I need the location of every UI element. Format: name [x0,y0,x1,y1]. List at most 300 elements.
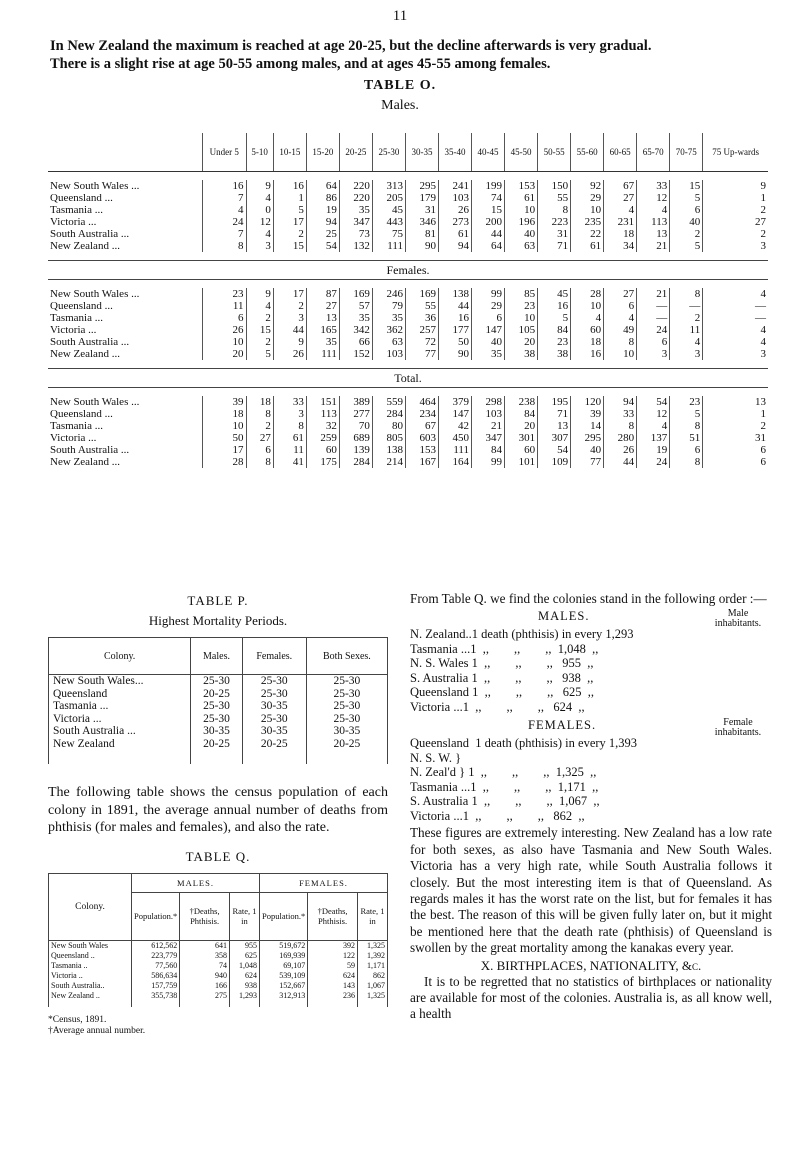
cell-value: 35 [306,336,339,348]
male-inhabitants-label: Male inhabitants. [714,608,762,630]
cell-value: 86 [306,192,339,204]
cell-value: 67 [604,180,637,192]
cell-value: 2 [246,312,273,324]
cell-value: 347 [339,216,372,228]
q-cell: 586,634 [132,971,180,981]
cell-value: 94 [438,240,471,252]
cell-value: 214 [372,456,405,468]
cell-value: 15 [246,324,273,336]
colony-name: Queensland ... [50,408,113,420]
p-header: Males. [191,638,242,675]
table-row [48,396,768,408]
cell-value: 16 [273,180,306,192]
cell-value: 6 [703,444,768,456]
table-row [48,300,768,312]
cell-value: 33 [604,408,637,420]
cell-value: 50 [203,432,247,444]
cell-value: 84 [472,444,505,456]
cell-value: 8 [670,456,703,468]
cell-value: 3 [637,348,670,360]
cell-value: 196 [505,216,538,228]
p-header: Colony. [49,638,191,675]
p-cell: 20-25 [242,738,306,765]
cell-value: 298 [472,396,505,408]
cell-value: 6 [203,312,247,324]
cell-value: 23 [670,396,703,408]
cell-value: 151 [306,396,339,408]
p-cell: Victoria ... [49,713,191,726]
cell-value: 16 [571,348,604,360]
q-rate-header: Rate, 1 in [357,892,387,940]
p-cell: 20-25 [191,688,242,701]
cell-value: 23 [505,300,538,312]
cell-value: 34 [604,240,637,252]
cell-value: 805 [372,432,405,444]
cell-value: 6 [637,336,670,348]
cell-value: 10 [203,336,247,348]
q-cell: 69,107 [259,961,307,971]
cell-value: 39 [203,396,247,408]
colony-name: Victoria ... [50,216,97,228]
cell-value: 246 [372,288,405,300]
cell-value: 17 [273,216,306,228]
q-cell: 77,560 [132,961,180,971]
cell-value: 559 [372,396,405,408]
cell-value: 6 [604,300,637,312]
cell-value: 103 [438,192,471,204]
cell-value: 4 [246,228,273,240]
cell-value: 31 [538,228,571,240]
colony-name: Queensland ... [50,300,113,312]
cell-value: 9 [703,180,768,192]
male-rank-line: Queensland 1 ,, ,, ,, 625 ,, [410,685,595,700]
p-cell: 25-30 [306,713,387,726]
q-cell: 624 [308,971,358,981]
cell-value: 23 [203,288,247,300]
cell-value: 29 [472,300,505,312]
colony-name: New Zealand ... [50,240,120,252]
order-intro: From Table Q. we find the colonies stand in the following order :— [410,591,767,606]
cell-value: 26 [203,324,247,336]
cell-value: 5 [273,204,306,216]
cell-value: 389 [339,396,372,408]
q-cell: 612,562 [132,940,180,951]
colony-name: New Zealand ... [50,456,120,468]
table-row [49,951,388,961]
q-cell: 1,048 [229,961,259,971]
cell-value: 71 [538,240,571,252]
cell-value: 44 [273,324,306,336]
cell-value: 27 [604,192,637,204]
table-row [49,688,388,701]
cell-value: 10 [571,204,604,216]
q-cell: 1,067 [357,981,387,991]
cell-value: 38 [538,348,571,360]
cell-value: 241 [438,180,471,192]
colony-name: South Australia ... [50,228,130,240]
age-column-header: 35-40 [438,133,471,172]
cell-value: 31 [405,204,438,216]
cell-value: 27 [306,300,339,312]
q-cell: 625 [229,951,259,961]
q-cell: 59 [308,961,358,971]
p-cell: 25-30 [306,688,387,701]
cell-value: 295 [405,180,438,192]
cell-value: 13 [637,228,670,240]
males-subhead: MALES. [538,609,590,624]
male-rank-line: N. Zealand..1 death (phthisis) in every 1,293 [410,627,634,642]
table-o-subtitle: Males. [381,98,419,113]
q-cell: New South Wales [49,940,132,951]
cell-value: 101 [505,456,538,468]
table-p-title: TABLE P. [187,593,249,608]
q-cell: 152,667 [259,981,307,991]
female-rank-line: S. Australia 1 ,, ,, ,, 1,067 ,, [410,794,600,809]
q-cell: 74 [180,961,230,971]
cell-value: 13 [703,396,768,408]
table-row [48,216,768,228]
cell-value: 54 [306,240,339,252]
cell-value: 295 [571,432,604,444]
cell-value: 450 [438,432,471,444]
p-header: Both Sexes. [306,638,387,675]
table-row [48,444,768,456]
colony-name: New South Wales ... [50,288,140,300]
cell-value: 111 [306,348,339,360]
cell-value: 25 [306,228,339,240]
colony-name: Victoria ... [50,324,97,336]
cell-value: 4 [246,300,273,312]
cell-value: 1 [273,192,306,204]
cell-value: 6 [246,444,273,456]
p-cell: 25-30 [242,688,306,701]
cell-value: 61 [571,240,604,252]
q-cell: 938 [229,981,259,991]
q-cell: 143 [308,981,358,991]
cell-value: 4 [670,336,703,348]
cell-value: 220 [339,180,372,192]
table-row [48,336,768,348]
cell-value: 280 [604,432,637,444]
table-row [48,408,768,420]
cell-value: 2 [246,336,273,348]
colony-name: New South Wales ... [50,180,140,192]
table-o [48,133,768,468]
cell-value: 150 [538,180,571,192]
cell-value: 342 [339,324,372,336]
cell-value: 24 [203,216,247,228]
cell-value: 6 [472,312,505,324]
q-cell: 1,392 [357,951,387,961]
cell-value: 11 [670,324,703,336]
cell-value: 32 [306,420,339,432]
p-cell: 30-35 [191,725,242,738]
table-row [49,981,388,991]
cell-value: 689 [339,432,372,444]
p-cell: Tasmania ... [49,700,191,713]
cell-value: 103 [372,348,405,360]
table-row [49,700,388,713]
cell-value: 81 [405,228,438,240]
cell-value: 2 [670,228,703,240]
females-section-label: Females. [48,261,768,280]
cell-value: 84 [538,324,571,336]
cell-value: 54 [538,444,571,456]
cell-value: 6 [670,444,703,456]
cell-value: 13 [306,312,339,324]
p-header: Females. [242,638,306,675]
cell-value: 39 [571,408,604,420]
table-row [49,991,388,1007]
p-cell: 25-30 [306,675,387,688]
cell-value: — [637,312,670,324]
cell-value: 2 [703,228,768,240]
p-cell: 25-30 [306,700,387,713]
cell-value: 301 [505,432,538,444]
cell-value: 5 [538,312,571,324]
colony-name: Tasmania ... [50,312,103,324]
q-females-header: FEMALES. [259,873,387,892]
q-cell: 157,759 [132,981,180,991]
cell-value: 223 [538,216,571,228]
cell-value: 63 [372,336,405,348]
male-rank-line: Victoria ...1 ,, ,, ,, 624 ,, [410,699,585,714]
p-cell: 20-25 [191,738,242,765]
total-section-label: Total. [48,369,768,388]
cell-value: 0 [246,204,273,216]
cell-value: 4 [203,204,247,216]
birthplace-paragraph: It is to be regretted that no statistics of birthplaces or nationality are available for most of the colonies. Australia is, as all know well, a health [410,973,772,1022]
cell-value: 8 [538,204,571,216]
cell-value: 26 [604,444,637,456]
q-cell: 862 [357,971,387,981]
p-cell: 25-30 [191,675,242,688]
cell-value: 603 [405,432,438,444]
cell-value: 24 [637,324,670,336]
cell-value: 139 [339,444,372,456]
cell-value: 5 [246,348,273,360]
p-cell: 25-30 [242,675,306,688]
cell-value: 40 [505,228,538,240]
cell-value: 220 [339,192,372,204]
cell-value: 109 [538,456,571,468]
cell-value: 111 [438,444,471,456]
cell-value: 4 [703,336,768,348]
table-o-colony-header [48,133,203,172]
cell-value: 55 [405,300,438,312]
age-column-header: 15-20 [306,133,339,172]
cell-value: 60 [306,444,339,456]
cell-value: 8 [246,408,273,420]
cell-value: 169 [339,288,372,300]
cell-value: 54 [637,396,670,408]
cell-value: 111 [372,240,405,252]
table-q-title: TABLE Q. [185,848,251,864]
cell-value: 99 [472,456,505,468]
cell-value: — [670,300,703,312]
cell-value: 45 [538,288,571,300]
cell-value: 16 [438,312,471,324]
cell-value: — [637,300,670,312]
cell-value: 35 [339,204,372,216]
cell-value: 153 [405,444,438,456]
cell-value: 74 [472,192,505,204]
q-cell: 1,293 [229,991,259,1007]
cell-value: 5 [670,240,703,252]
female-inhabitants-label: Female inhabitants. [714,717,762,739]
cell-value: 8 [670,288,703,300]
cell-value: 27 [703,216,768,228]
p-cell: South Australia ... [49,725,191,738]
cell-value: 167 [405,456,438,468]
table-row [48,456,768,468]
cell-value: 443 [372,216,405,228]
q-colony-header: Colony. [49,873,132,940]
cell-value: 14 [571,420,604,432]
q-cell: 392 [308,940,358,951]
cell-value: 15 [472,204,505,216]
q-rate-header: Rate, 1 in [229,892,259,940]
cell-value: 165 [306,324,339,336]
age-column-header: 60-65 [604,133,637,172]
table-row [49,725,388,738]
cell-value: 8 [246,456,273,468]
cell-value: 4 [703,288,768,300]
cell-value: 147 [438,408,471,420]
cell-value: 3 [703,240,768,252]
cell-value: 50 [438,336,471,348]
p-cell: 30-35 [242,725,306,738]
cell-value: 257 [405,324,438,336]
cell-value: 307 [538,432,571,444]
q-cell: South Australia.. [49,981,132,991]
cell-value: 284 [372,408,405,420]
colony-name: South Australia ... [50,336,130,348]
cell-value: 379 [438,396,471,408]
cell-value: 7 [203,228,247,240]
p-cell: New Zealand [49,738,191,765]
cell-value: 10 [505,204,538,216]
q-pop-header: Population.* [132,892,180,940]
cell-value: 80 [372,420,405,432]
cell-value: 177 [438,324,471,336]
cell-value: 36 [405,312,438,324]
cell-value: 10 [203,420,247,432]
females-section [48,261,768,280]
cell-value: 16 [538,300,571,312]
q-cell: 1,171 [357,961,387,971]
table-row [48,348,768,360]
cell-value: 10 [604,348,637,360]
cell-value: 35 [472,348,505,360]
cell-value: 103 [472,408,505,420]
cell-value: 21 [637,240,670,252]
cell-value: 8 [604,336,637,348]
colony-name: South Australia ... [50,444,130,456]
discussion-paragraph: These figures are extremely interesting. New Zealand has a low rate for both sexes, as also have Tasmania and New South Wales. Victoria has a very high rate, while South Australia follows it closely. But the most interesting item is that of Queensland. As regards males it has the worst rate on the list, but for females it has the best. The reason of this will be given fully later on, but it might be mentioned here that the death rate (phthisis) of Queensland is swollen by the great mortality among the kanakas every year. [410,825,772,956]
cell-value: 27 [604,288,637,300]
age-column-header: 20-25 [339,133,372,172]
q-cell: 539,109 [259,971,307,981]
p-cell: New South Wales... [49,675,191,688]
q-cell: 355,738 [132,991,180,1007]
cell-value: 18 [571,336,604,348]
cell-value: 4 [604,204,637,216]
cell-value: 313 [372,180,405,192]
age-column-header: 40-45 [472,133,505,172]
cell-value: 49 [604,324,637,336]
cell-value: 19 [637,444,670,456]
cell-value: 238 [505,396,538,408]
cell-value: 12 [637,408,670,420]
colony-name: New Zealand ... [50,348,120,360]
age-column-header: 45-50 [505,133,538,172]
cell-value: 44 [438,300,471,312]
cell-value: 11 [203,300,247,312]
cell-value: 138 [438,288,471,300]
cell-value: 2 [670,312,703,324]
table-o-title: TABLE O. [363,78,437,93]
p-cell: 30-35 [242,700,306,713]
census-paragraph: The following table shows the census population of each colony in 1891, the average annual number of deaths from phthisis (for males and females), and also the rate. [48,785,388,835]
cell-value: 12 [637,192,670,204]
cell-value: 12 [246,216,273,228]
cell-value: 9 [246,180,273,192]
cell-value: 277 [339,408,372,420]
total-section [48,369,768,388]
cell-value: 84 [505,408,538,420]
cell-value: 60 [505,444,538,456]
age-column-header: 65-70 [637,133,670,172]
cell-value: 77 [405,348,438,360]
cell-value: 234 [405,408,438,420]
q-deaths-header: †Deaths, Phthisis. [180,892,230,940]
cell-value: 38 [505,348,538,360]
table-q [48,873,388,1007]
cell-value: 3 [273,408,306,420]
cell-value: 71 [538,408,571,420]
cell-value: 79 [372,300,405,312]
age-column-header: 10-15 [273,133,306,172]
footnote-census: *Census, 1891. [48,1014,107,1025]
cell-value: 64 [306,180,339,192]
cell-value: 16 [203,180,247,192]
cell-value: 205 [372,192,405,204]
cell-value: 7 [203,192,247,204]
cell-value: 40 [571,444,604,456]
cell-value: 67 [405,420,438,432]
cell-value: 42 [438,420,471,432]
age-column-header: 5-10 [246,133,273,172]
cell-value: 5 [670,192,703,204]
cell-value: 113 [306,408,339,420]
q-cell: 358 [180,951,230,961]
cell-value: 120 [571,396,604,408]
q-cell: 955 [229,940,259,951]
q-pop-header: Population.* [259,892,307,940]
table-row [48,432,768,444]
cell-value: 31 [703,432,768,444]
table-p [48,637,388,764]
age-column-header: 75 Up-wards [703,133,768,172]
cell-value: 164 [438,456,471,468]
cell-value: 64 [472,240,505,252]
cell-value: 8 [670,420,703,432]
cell-value: 51 [670,432,703,444]
intro-line-2: There is a slight rise at age 50-55 among males, and at ages 45-55 among females. [50,56,551,72]
cell-value: 284 [339,456,372,468]
colony-name: Tasmania ... [50,420,103,432]
